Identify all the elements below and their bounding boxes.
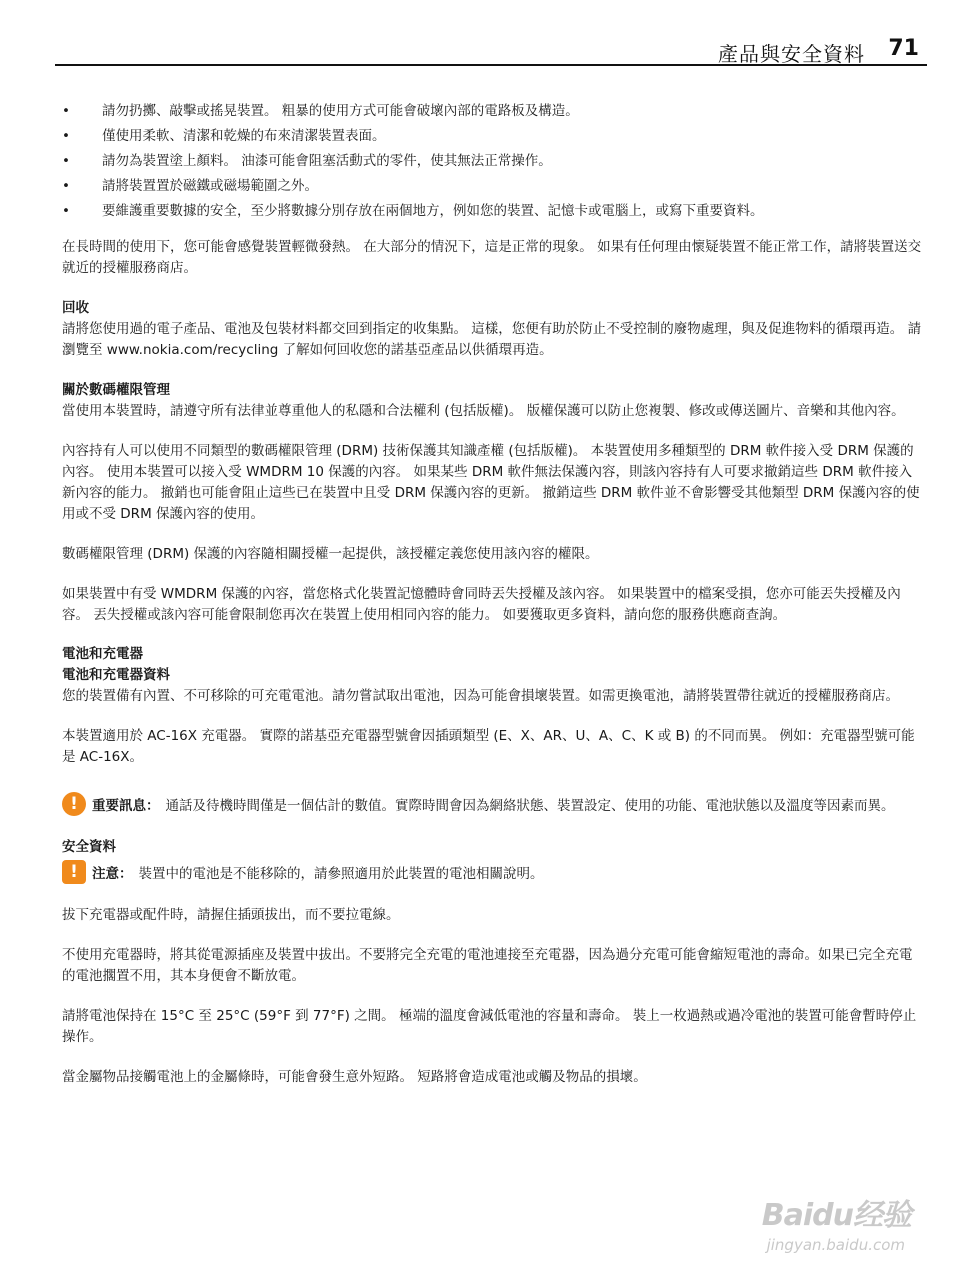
list-item: • 僅使用柔軟、清潔和乾燥的布來清潔裝置表面。	[62, 126, 922, 147]
page-number: 71	[888, 36, 919, 61]
drm-paragraph-3: 數碼權限管理 (DRM) 保護的內容隨相關授權一起提供，該授權定義您使用該內容的權限。	[62, 546, 599, 562]
drm-paragraph-4: 如果裝置中有受 WMDRM 保護的內容，當您格式化裝置記憶體時會同時丟失授權及該內容。 如果裝置中的檔案受損，您亦可能丟失授權及內容。 丟失授權或該內容可能會限制您再次在裝置上使用相同內容的能力。 如要獲取更多資料，請向您的服務供應商查詢。	[62, 586, 901, 623]
battery-heading: 電池和充電器	[62, 646, 143, 662]
important-text: 通話及待機時間僅是一個估計的數值。實際時間會因為網絡狀態、裝置設定、使用的功能、電池狀態以及溫度等因素而異。	[165, 798, 895, 814]
bullet-icon: •	[62, 178, 70, 194]
bullet-icon: •	[62, 203, 70, 219]
list-item: • 請將裝置置於磁鐵或磁場範圍之外。	[62, 176, 922, 197]
drm-heading: 關於數碼權限管理	[62, 382, 170, 398]
list-item: • 請勿為裝置塗上顏料。 油漆可能會阻塞活動式的零件，使其無法正常操作。	[62, 151, 922, 172]
care-bullet-list	[62, 101, 922, 222]
list-item: • 要維護重要數據的安全，至少將數據分別存放在兩個地方，例如您的裝置、記憶卡或電腦上，或寫下重要資料。	[62, 201, 922, 222]
watermark-logo: Baidu经验	[761, 1198, 911, 1233]
note-text: 裝置中的電池是不能移除的，請參照適用於此裝置的電池相關說明。	[138, 866, 544, 882]
battery-paragraph-2: 本裝置適用於 AC-16X 充電器。 實際的諾基亞充電器型號會因插頭類型 (E、X、AR、U、A、C、K 或 B) 的不同而異。 例如：充電器型號可能是 AC-16X。	[62, 728, 915, 765]
safety-paragraph-1: 拔下充電器或配件時，請握住插頭拔出，而不要拉電線。	[62, 907, 400, 923]
battery-paragraph-1: 您的裝置備有內置、不可移除的可充電電池。請勿嘗試取出電池，因為可能會損壞裝置。如需更換電池，請將裝置帶往就近的授權服務商店。	[62, 688, 899, 704]
important-icon: !	[62, 792, 86, 816]
drm-paragraph-1: 當使用本裝置時，請遵守所有法律並尊重他人的私隱和合法權利 (包括版權)。 版權保護可以防止您複製、修改或傳送圖片、音樂和其他內容。	[62, 403, 905, 419]
important-label: 重要訊息：	[92, 798, 160, 814]
safety-heading: 安全資料	[62, 839, 116, 855]
heat-paragraph: 在長時間的使用下，您可能會感覺裝置輕微發熱。 在大部分的情況下，這是正常的現象。 如果有任何理由懷疑裝置不能正常工作，請將裝置送交就近的授權服務商店。	[62, 239, 922, 276]
bullet-icon: •	[62, 153, 70, 169]
note-icon: !	[62, 860, 86, 884]
battery-subheading: 電池和充電器資料	[62, 667, 170, 683]
bullet-icon: •	[62, 103, 70, 119]
recycling-heading: 回收	[62, 300, 89, 316]
recycling-paragraph: 請將您使用過的電子產品、電池及包裝材料都交回到指定的收集點。 這樣，您便有助於防止不受控制的廢物處理，與及促進物料的循環再造。 請瀏覽至 www.nokia.com/recycling 了解如何回收您的諾基亞產品以供循環再造。	[62, 321, 922, 358]
safety-paragraph-3: 請將電池保持在 15°C 至 25°C (59°F 到 77°F) 之間。 極端的溫度會減低電池的容量和壽命。 裝上一枚過熱或過冷電池的裝置可能會暫時停止操作。	[62, 1008, 917, 1045]
safety-paragraph-2: 不使用充電器時，將其從電源插座及裝置中拔出。不要將完全充電的電池連接至充電器，因為過分充電可能會縮短電池的壽命。如果已完全充電的電池擱置不用，其本身便會不斷放電。	[62, 947, 913, 984]
list-item: • 請勿扔擲、敲擊或搖晃裝置。 粗暴的使用方式可能會破壞內部的電路板及構造。	[62, 101, 922, 122]
watermark-url: jingyan.baidu.com	[766, 1236, 905, 1254]
page-header	[55, 36, 927, 66]
bullet-icon: •	[62, 128, 70, 144]
safety-paragraph-4: 當金屬物品接觸電池上的金屬條時，可能會發生意外短路。 短路將會造成電池或觸及物品的損壞。	[62, 1069, 647, 1085]
header-title: 產品與安全資料	[718, 42, 865, 66]
important-notice	[62, 794, 922, 818]
baidu-watermark	[751, 1186, 911, 1266]
note-label: 注意：	[92, 866, 133, 882]
safety-note	[62, 862, 922, 886]
document-body	[62, 101, 922, 1107]
drm-paragraph-2: 內容持有人可以使用不同類型的數碼權限管理 (DRM) 技術保護其知識產權 (包括版權)。 本裝置使用多種類型的 DRM 軟件接入受 DRM 保護的內容。 使用本裝置可以接入受 WMDRM 10 保護的內容。 如果某些 DRM 軟件無法保護內容，則該內容持有人可要求撤銷這些 DRM 軟件接入新內容的能力。 撤銷也可能會阻止這些已在裝置中且受 DRM 保護內容的更新。 撤銷這些 DRM 軟件並不會影響受其他類型 DRM 保護內容的使用或不受 DRM 保護內容的使用。	[62, 443, 920, 522]
